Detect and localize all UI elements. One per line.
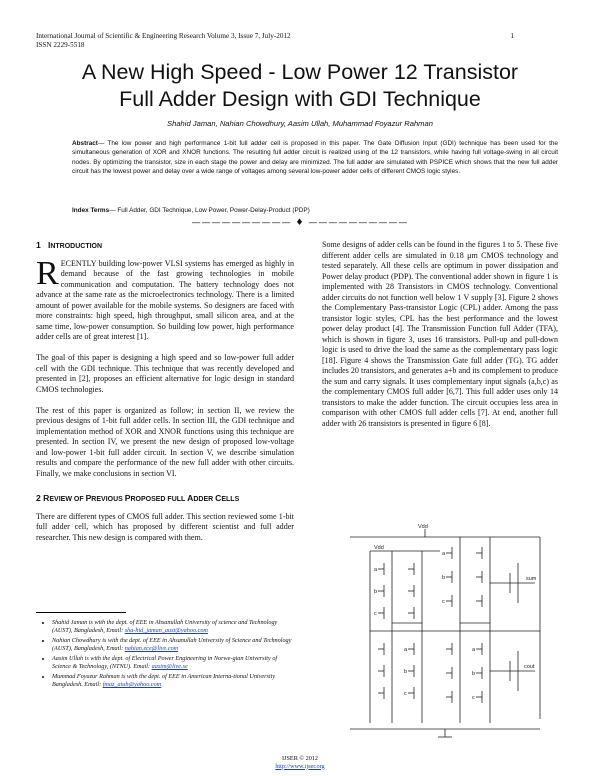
- email-link[interactable]: fmaz_aiub@yahoo.com: [102, 681, 162, 688]
- paper-title: [0, 59, 600, 113]
- page-number: 1: [510, 32, 514, 40]
- journal-url-link[interactable]: http://www.ijser.org: [275, 762, 325, 770]
- section-1-heading: 1 INTRODUCTION: [36, 240, 103, 250]
- section-divider: —————————— ♦ ——————————: [191, 218, 409, 228]
- input-a-label: a: [442, 551, 446, 557]
- intro-paragraph-2: The goal of this paper is designing a high speed and so low-power full adder cell with the GDI technique. This technique that was recently developed and presented in [2], proposes an efficient alternative for logic design in standard CMOS technologies.: [36, 353, 294, 394]
- index-terms-label: Index Terms: [72, 207, 110, 214]
- full-adder-circuit-figure: [330, 523, 562, 743]
- input-b-label: b: [442, 575, 446, 581]
- input-a-label: a: [472, 647, 476, 653]
- section-2-paragraph-1: There are different types of CMOS full adder. This section reviewed some 1-bit full adder cell, which has proposed by different scientist and full adder researcher. This new design is compared with them.: [36, 511, 294, 542]
- footnote-3: • Aasim Ullah is with the dept. of Electrical Power Engineering in Norwe-gian University of Science & Technology, (NTNU). Email: aasim@live.se: [52, 655, 294, 671]
- journal-name: International Journal of Scientific & Engineering Research Volume 3, Issue 7, July-2012: [36, 32, 291, 40]
- cout-label: cout: [524, 664, 535, 670]
- title-line-1: A New High Speed - Low Power 12 Transistor: [81, 60, 519, 84]
- index-terms: [72, 207, 558, 214]
- input-a-label: a: [404, 647, 408, 653]
- running-header: [36, 32, 291, 50]
- right-paragraph-1: Some designs of adder cells can be found in the figures 1 to 5. These five different adder cells are simulated in 0.18 μm CMOS technology and tested separately. All these cells are optimum in power dissipation and Power delay product (PDP). The conventional adder shown in figure 1 is implemented with 28 Transistors in CMOS technology. Conventional adder circuits do not function well below 1 V supply [3]. Figure 2 shows the Complementary Pass-transistor Logic (CPL) adder. Among the pass transistor logic styles, CPL has the best performance and the lowest power delay product [4]. The Transmission Function full Adder (TFA), which is shown in figure 3, uses 16 transistors. Pull-up and pull-down logic is used to drive the load the same as the complementary pass logic [18]. Figure 4 shows the Transmission Gate full adder (TG). TG adder includes 20 transistors, and generates a+b and its complement to produce the sum and carry signals. It uses complementary input signals (a,b,c) as the complementary CMOS full adder [6,7]. This full adder uses only 14 transistors to make the adder function. The circuit occupies less area in comparison with other CMOS full adder cells [7]. At end, another full adder with 26 transistors is presented in figure 6 [8].: [322, 240, 558, 428]
- issn: ISSN 2229-5518: [36, 41, 85, 49]
- left-column: [36, 240, 294, 543]
- input-b-label: b: [404, 669, 408, 675]
- intro-paragraph-3: The rest of this paper is organized as follow; in section II, we review the previous designs of 1-bit full adder cells. In section III, the GDI technique and implementation method of XOR and XNOR functions using this technique are presented. In section IV, we present the new design of proposed low-voltage and low-power 1-bit full adder circuit. In section V, we describe simulation results and compare the performance of the new full adder with other circuits. Finally, we make conclusions in section VI.: [36, 405, 294, 478]
- input-c-label: c: [472, 695, 475, 701]
- email-link[interactable]: sha-hid_jaman_aust@yahoo.com: [124, 627, 208, 634]
- input-b-label: b: [472, 671, 476, 677]
- footnote-2: • Nahian Chowdhury is with the dept. of EEE in Ahsanullah University of Science and Technology (AUST), Bangladesh, Email: nahian.ece@live.com: [52, 637, 294, 653]
- email-link[interactable]: nahian.ece@live.com: [124, 645, 179, 652]
- footnote-rule: [36, 612, 126, 613]
- input-c-label: c: [404, 691, 407, 697]
- drop-cap: R: [36, 254, 59, 292]
- input-b-label: b: [374, 589, 378, 595]
- index-terms-text: — Full Adder, GDI Technique, Low Power, Power-Delay-Product (PDP): [109, 207, 310, 214]
- copyright: IJSER © 2012: [282, 755, 318, 762]
- abstract: [72, 139, 558, 176]
- vdd-left-label: Vdd: [374, 545, 384, 551]
- input-c-label: c: [374, 611, 377, 617]
- vdd-top-label: Vdd: [418, 524, 428, 530]
- right-column: [322, 240, 558, 429]
- input-a-label: a: [374, 567, 378, 573]
- email-link[interactable]: aasim@live.se: [151, 663, 188, 670]
- abstract-text: — The low power and high performance 1-bit full adder cell is proposed in this paper. The Gate Diffusion Input (GDI) technique has been used for the simultaneous generation of XOR and XNOR functions. The resulting full adder circuit is realized using of the 12 transistors, while having full voltage-swing in all circuit nodes. By optimizing the transistor, size in each stage the power and delay are minimized. The full adder are simulated with PSPICE which shows that the new full adder circuit has the lowest power and delay over a wide range of voltages among several low-power adder cells of different CMOS logic styles.: [72, 140, 558, 175]
- title-line-2: Full Adder Design with GDI Technique: [119, 87, 481, 111]
- author-list: Shahid Jaman, Nahian Chowdhury, Aasim Ullah, Muhammad Foyazur Rahman: [167, 119, 433, 128]
- footnotes: [44, 619, 294, 691]
- input-c-label: c: [442, 599, 445, 605]
- footnote-4: • Mummad Foyazur Rahman is with the dept. of EEE in American Interna-tional University Bangladesh. Email: fmaz_aiub@yahoo.com: [52, 673, 294, 689]
- page-footer: [0, 755, 600, 770]
- intro-paragraph-1: RECENTLY building low-power VLSI systems has emerged as highly in demand because of the fast growing technologies in mobile communication and computation. The battery technology does not advance at the same rate as the microelectronics technology. There is a limited amount of power available for the mobile systems. So designers are faced with more constraints: high speed, high throughput, small silicon area, and at the same time, low-power consumption. So building low power, high performance adder cells are of great interest [1].: [36, 254, 294, 341]
- footnote-1: • Shahid Jaman is with the dept. of EEE in Ahsanullah University of science and Technology (AUST), Bangladesh, Email: sha-hid_jaman_aust@yahoo.com: [52, 619, 294, 635]
- abstract-label: Abstract: [72, 140, 98, 147]
- section-2-heading: 2 REVIEW OF PREVIOUS PROPOSED FULL ADDER CELLS: [36, 493, 240, 503]
- sum-label: sum: [526, 576, 537, 582]
